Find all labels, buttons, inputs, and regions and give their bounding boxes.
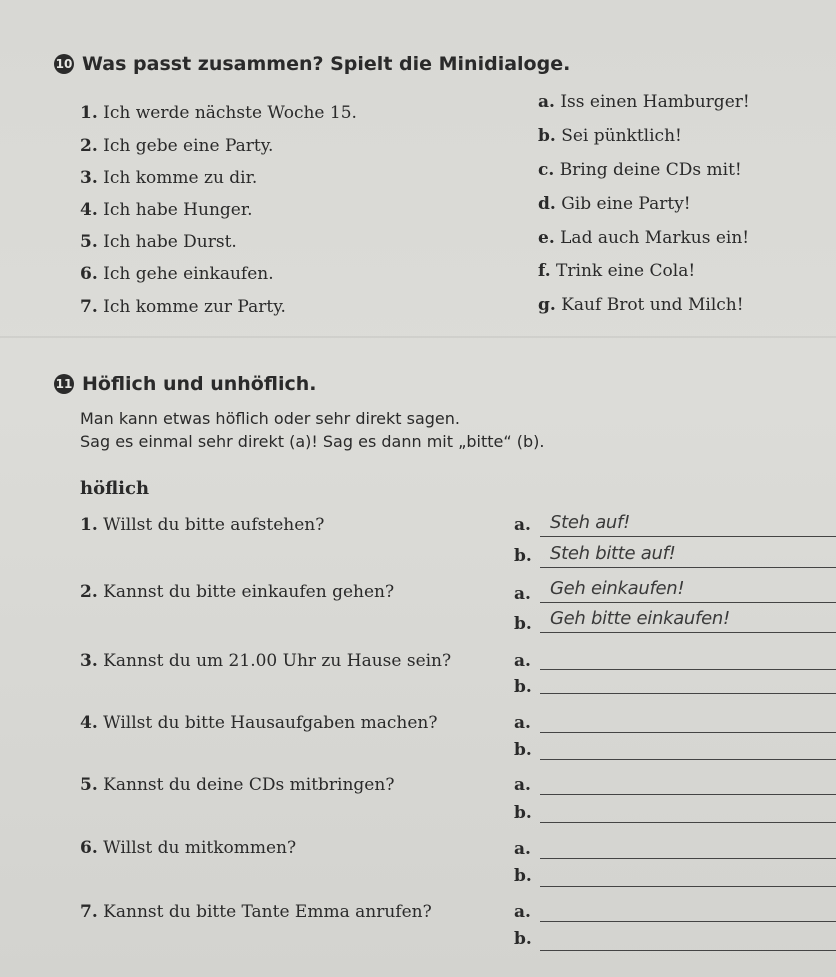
exercise-10-badge: 10 [54,54,74,74]
answer-field-4a[interactable] [540,710,836,733]
exercise-11-title: Höflich und unhöflich. [82,373,317,395]
answer-label-a: a. [514,839,531,859]
question-1: 1. Willst du bitte aufstehen? [80,515,325,535]
list-item: 1. Ich werde nächste Woche 15. [80,103,357,123]
question-4: 4. Willst du bitte Hausaufgaben machen? [80,713,438,733]
answer-label-b: b. [514,740,532,760]
question-7: 7. Kannst du bitte Tante Emma anrufen? [80,902,432,922]
exercise-10-title: Was passt zusammen? Spielt die Minidialoge. [82,53,571,75]
answer-field-1a[interactable]: Steh auf! [540,514,836,537]
answer-label-a: a. [514,902,531,922]
list-item: 4. Ich habe Hunger. [80,200,253,220]
answer-field-6a[interactable] [540,836,836,859]
answer-field-5b[interactable] [540,800,836,823]
answer-field-7a[interactable] [540,899,836,922]
question-5: 5. Kannst du deine CDs mitbringen? [80,775,395,795]
list-item: a. Iss einen Hamburger! [538,92,750,112]
list-item: b. Sei pünktlich! [538,126,682,146]
list-item: g. Kauf Brot und Milch! [538,295,744,315]
list-item: 6. Ich gehe einkaufen. [80,264,274,284]
list-item: 5. Ich habe Durst. [80,232,237,252]
answer-field-5a[interactable] [540,772,836,795]
question-2: 2. Kannst du bitte einkaufen gehen? [80,582,395,602]
list-item: 3. Ich komme zu dir. [80,168,258,188]
answer-label-a: a. [514,584,531,604]
answer-label-a: a. [514,515,531,535]
question-6: 6. Willst du mitkommen? [80,838,297,858]
answer-label-b: b. [514,803,532,823]
exercise-11-instruction-1: Man kann etwas höflich oder sehr direkt sagen. [80,409,460,428]
answer-label-b: b. [514,546,532,566]
answer-field-7b[interactable] [540,928,836,951]
list-item: e. Lad auch Markus ein! [538,228,750,248]
answer-field-1b[interactable]: Steh bitte auf! [540,545,836,568]
exercise-11-badge: 11 [54,374,74,394]
answer-field-2b[interactable]: Geh bitte einkaufen! [540,610,836,633]
answer-label-a: a. [514,713,531,733]
answer-field-3b[interactable] [540,671,836,694]
answer-label-b: b. [514,677,532,697]
answer-label-b: b. [514,929,532,949]
question-3: 3. Kannst du um 21.00 Uhr zu Hause sein? [80,651,452,671]
page-fold [0,336,836,338]
answer-field-2a[interactable]: Geh einkaufen! [540,580,836,603]
answer-field-4b[interactable] [540,737,836,760]
answer-label-a: a. [514,651,531,671]
answer-label-b: b. [514,866,532,886]
answer-field-6b[interactable] [540,864,836,887]
column-heading: höflich [80,478,150,499]
list-item: c. Bring deine CDs mit! [538,160,742,180]
list-item: f. Trink eine Cola! [538,261,696,281]
list-item: 7. Ich komme zur Party. [80,297,286,317]
list-item: d. Gib eine Party! [538,194,691,214]
answer-field-3a[interactable] [540,647,836,670]
answer-label-b: b. [514,614,532,634]
exercise-11-instruction-2: Sag es einmal sehr direkt (a)! Sag es dann mit „bitte“ (b). [80,432,545,451]
list-item: 2. Ich gebe eine Party. [80,136,274,156]
answer-label-a: a. [514,775,531,795]
